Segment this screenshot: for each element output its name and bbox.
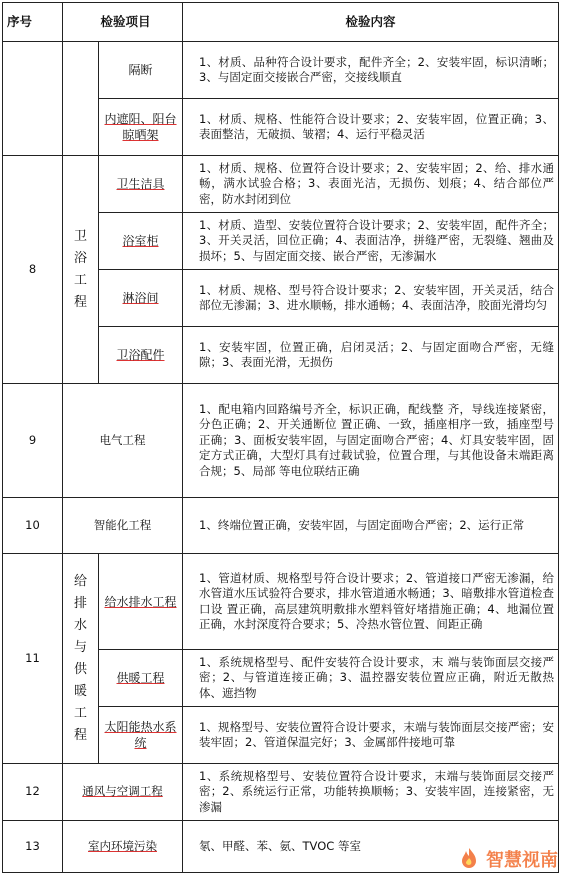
content-indoor: 氡、甲醛、苯、氨、TVOC 等室 bbox=[183, 821, 559, 873]
table-row bbox=[3, 384, 559, 498]
inspection-table bbox=[2, 2, 559, 873]
category-bath bbox=[63, 156, 99, 384]
content-shower: 1、材质、规格、型号符合设计要求；2、安装牢固，开关灵活，结合部位无渗漏；3、进水顺畅，排水通畅；4、表面洁净，胶面光滑均匀 bbox=[183, 270, 559, 327]
flame-logo-icon bbox=[456, 846, 482, 872]
category-water-label: 给排水与供暖工程 bbox=[73, 573, 87, 743]
table-row bbox=[3, 554, 559, 650]
category-water bbox=[63, 554, 99, 764]
content-hvac: 1、系统规格型号、安装位置符合设计要求，末端与装饰面层交接严密；2、系统运行正常，功能转换顺畅；3、安装牢固，连接紧密，无渗漏 bbox=[183, 764, 559, 821]
category-indoor: 室内环境污染 bbox=[63, 821, 183, 873]
header-row bbox=[3, 3, 559, 42]
watermark bbox=[456, 846, 558, 872]
subitem-fixtures: 卫生洁具 bbox=[99, 156, 183, 213]
table-row bbox=[3, 156, 559, 213]
watermark-text: 智慧视南 bbox=[486, 850, 558, 871]
table-row bbox=[3, 498, 559, 554]
content-smart: 1、终端位置正确，安装牢固，与固定面吻合严密；2、运行正常 bbox=[183, 498, 559, 554]
header-no: 序号 bbox=[3, 3, 63, 42]
content-fixtures: 1、材质、规格、位置符合设计要求；2、安装牢固；2、给、排水通畅，满水试验合格；3、表面光洁，无损伤、划痕；4、结合部位严密，防水封闭到位 bbox=[183, 156, 559, 213]
table-row bbox=[3, 42, 559, 99]
subitem-accessories: 卫浴配件 bbox=[99, 327, 183, 384]
category-hvac: 通风与空调工程 bbox=[63, 764, 183, 821]
content-accessories: 1、安装牢固，位置正确，启闭灵活；2、与固定面吻合严密，无缝隙；3、表面光滑，无损伤 bbox=[183, 327, 559, 384]
empty-cat-cell bbox=[63, 42, 99, 156]
row-number: 12 bbox=[3, 764, 63, 821]
subitem-shower: 淋浴间 bbox=[99, 270, 183, 327]
content-electrical: 1、配电箱内回路编号齐全，标识正确，配线整 齐，导线连接紧密，分色正确；2、开关通断位 置正确、一致，插座相序一致，插座型号正确；3、面板安装牢固，与固定面吻合严密；4、灯具安装牢固，固定方式正确，大型灯具有过载试验，位置合理，与其他设备末端距离合规；5、局部 等电位联结正确 bbox=[183, 384, 559, 498]
category-electrical: 电气工程 bbox=[63, 384, 183, 498]
empty-no-cell bbox=[3, 42, 63, 156]
content-partition: 1、材质、品种符合设计要求，配件齐全；2、安装牢固，标识清晰；3、与固定面交接嵌合严密，交接线顺直 bbox=[183, 42, 559, 99]
content-cabinet: 1、材质、造型、安装位置符合设计要求；2、安装牢固，配件齐全；3、开关灵活，回位正确；4、表面洁净，拼缝严密，无裂缝、翘曲及损坏；5、与固定面交接、嵌合严密，无渗漏水 bbox=[183, 213, 559, 270]
row-number: 11 bbox=[3, 554, 63, 764]
subitem-heating: 供暖工程 bbox=[99, 650, 183, 707]
content-plumbing: 1、管道材质、规格型号符合设计要求；2、管道接口严密无渗漏，给水管道水压试验符合要求，排水管道通水畅通；3、暗敷排水管道检查口设 置正确，高层建筑明敷排水塑料管好堵措施正确；4、地漏位置正确，水封深度符合要求；5、冷热水管位置、间距正确 bbox=[183, 554, 559, 650]
subitem-sunshade: 内遮阳、阳台晾晒架 bbox=[99, 99, 183, 156]
table-row bbox=[3, 764, 559, 821]
category-smart: 智能化工程 bbox=[63, 498, 183, 554]
header-content: 检验内容 bbox=[183, 3, 559, 42]
row-number: 8 bbox=[3, 156, 63, 384]
subitem-partition: 隔断 bbox=[99, 42, 183, 99]
row-number: 13 bbox=[3, 821, 63, 873]
subitem-plumbing: 给水排水工程 bbox=[99, 554, 183, 650]
content-heating: 1、系统规格型号、配件安装符合设计要求，末 端与装饰面层交接严密；2、与管道连接正确；3、温控器安装位置应正确，附近无散热体、遮挡物 bbox=[183, 650, 559, 707]
header-item: 检验项目 bbox=[63, 3, 183, 42]
subitem-solar: 太阳能热水系统 bbox=[99, 707, 183, 764]
category-bath-label: 卫浴工程 bbox=[73, 228, 87, 310]
row-number: 9 bbox=[3, 384, 63, 498]
row-number: 10 bbox=[3, 498, 63, 554]
content-solar: 1、规格型号、安装位置符合设计要求，末端与装饰面层交接严密；安装牢固；2、管道保温完好；3、金属部件接地可靠 bbox=[183, 707, 559, 764]
subitem-cabinet: 浴室柜 bbox=[99, 213, 183, 270]
content-sunshade: 1、材质、规格、性能符合设计要求；2、安装牢固，位置正确；3、表面整洁，无破损、皱褶；4、运行平稳灵活 bbox=[183, 99, 559, 156]
